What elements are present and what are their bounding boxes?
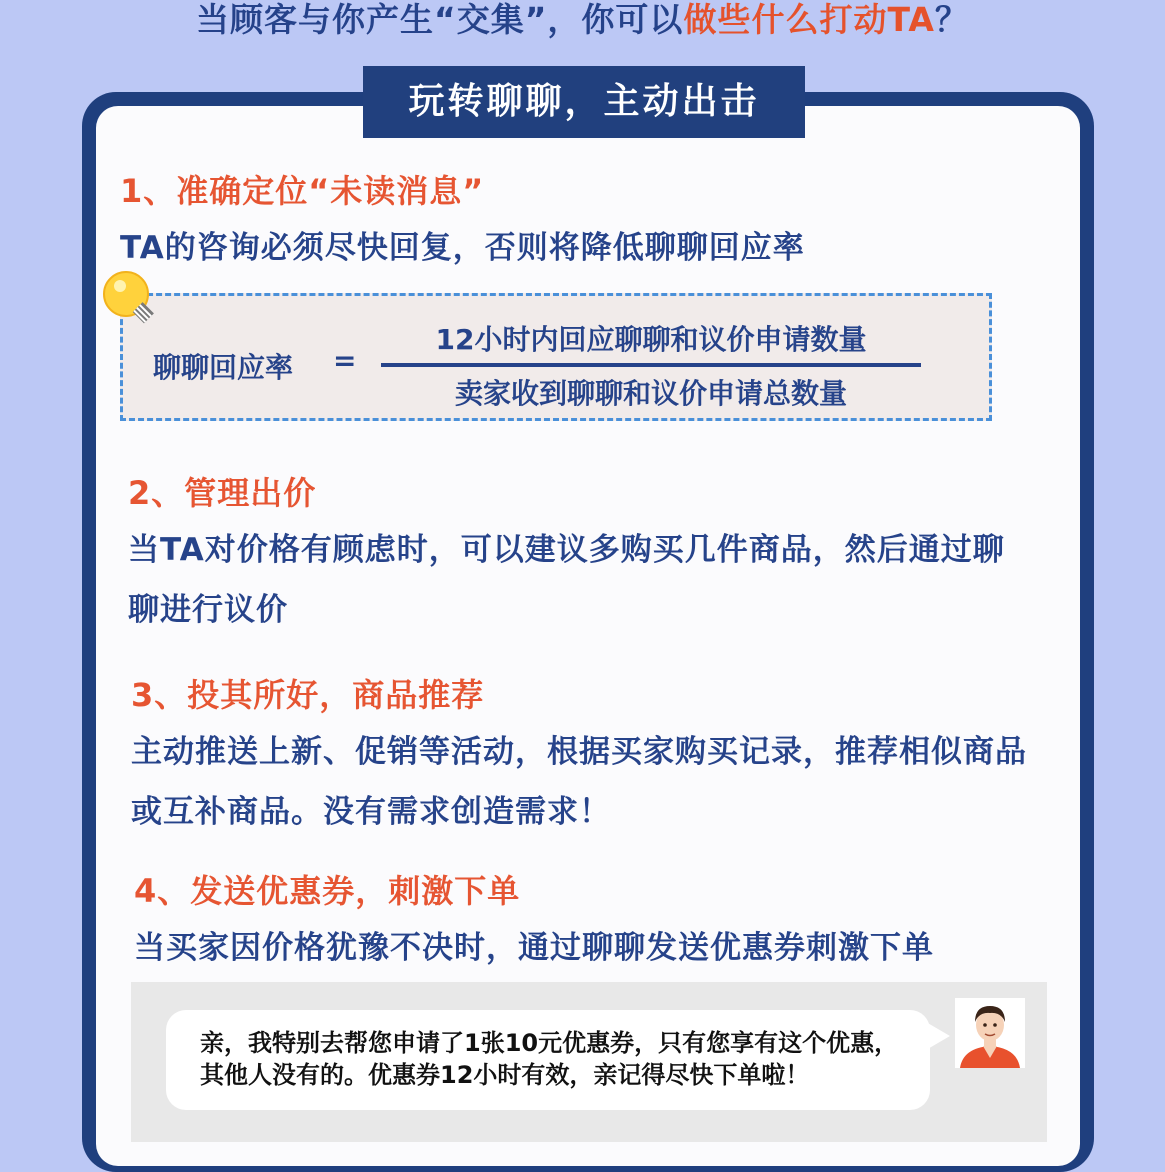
- chat-message: 亲，我特别去帮您申请了1张10元优惠券，只有您享有这个优惠，其他人没有的。优惠券12小时有效，亲记得尽快下单啦！: [200, 1029, 899, 1089]
- formula-box: [120, 293, 992, 421]
- fraction-bar: [381, 363, 921, 367]
- section-2-title: 2、管理出价: [128, 474, 317, 512]
- formula-equals: =: [333, 344, 357, 377]
- section-3-title: 3、投其所好，商品推荐: [131, 676, 485, 714]
- section-2-body: 当TA对价格有顾虑时，可以建议多购买几件商品，然后通过聊聊进行议价: [128, 532, 1005, 628]
- section-4-body: 当买家因价格犹豫不决时，通过聊聊发送优惠券刺激下单: [134, 930, 934, 966]
- section-4-title: 4、发送优惠券，刺激下单: [134, 872, 521, 910]
- headline-prefix: 当顾客与你产生“交集”，你可以: [196, 0, 684, 39]
- section-1-title: 1、准确定位“未读消息”: [120, 172, 485, 210]
- formula-numerator: 12小时内回应聊聊和议价申请数量: [435, 323, 867, 356]
- formula-denominator: 卖家收到聊聊和议价申请总数量: [454, 377, 847, 410]
- page-headline: [0, 0, 1165, 41]
- section-3-body: 主动推送上新、促销等活动，根据买家购买记录，推荐相似商品或互补商品。没有需求创造需求！: [131, 734, 1027, 830]
- lightbulb-icon: [100, 268, 164, 332]
- section-banner: 玩转聊聊，主动出击: [363, 66, 805, 138]
- chat-bubble-tail: [926, 1022, 950, 1050]
- person-avatar-icon: [955, 998, 1025, 1068]
- headline-accent: 做些什么打动TA: [683, 0, 935, 39]
- section-1-body: TA的咨询必须尽快回复，否则将降低聊聊回应率: [120, 230, 805, 266]
- headline-suffix: ？: [934, 0, 969, 39]
- formula-lhs: 聊聊回应率: [153, 351, 294, 384]
